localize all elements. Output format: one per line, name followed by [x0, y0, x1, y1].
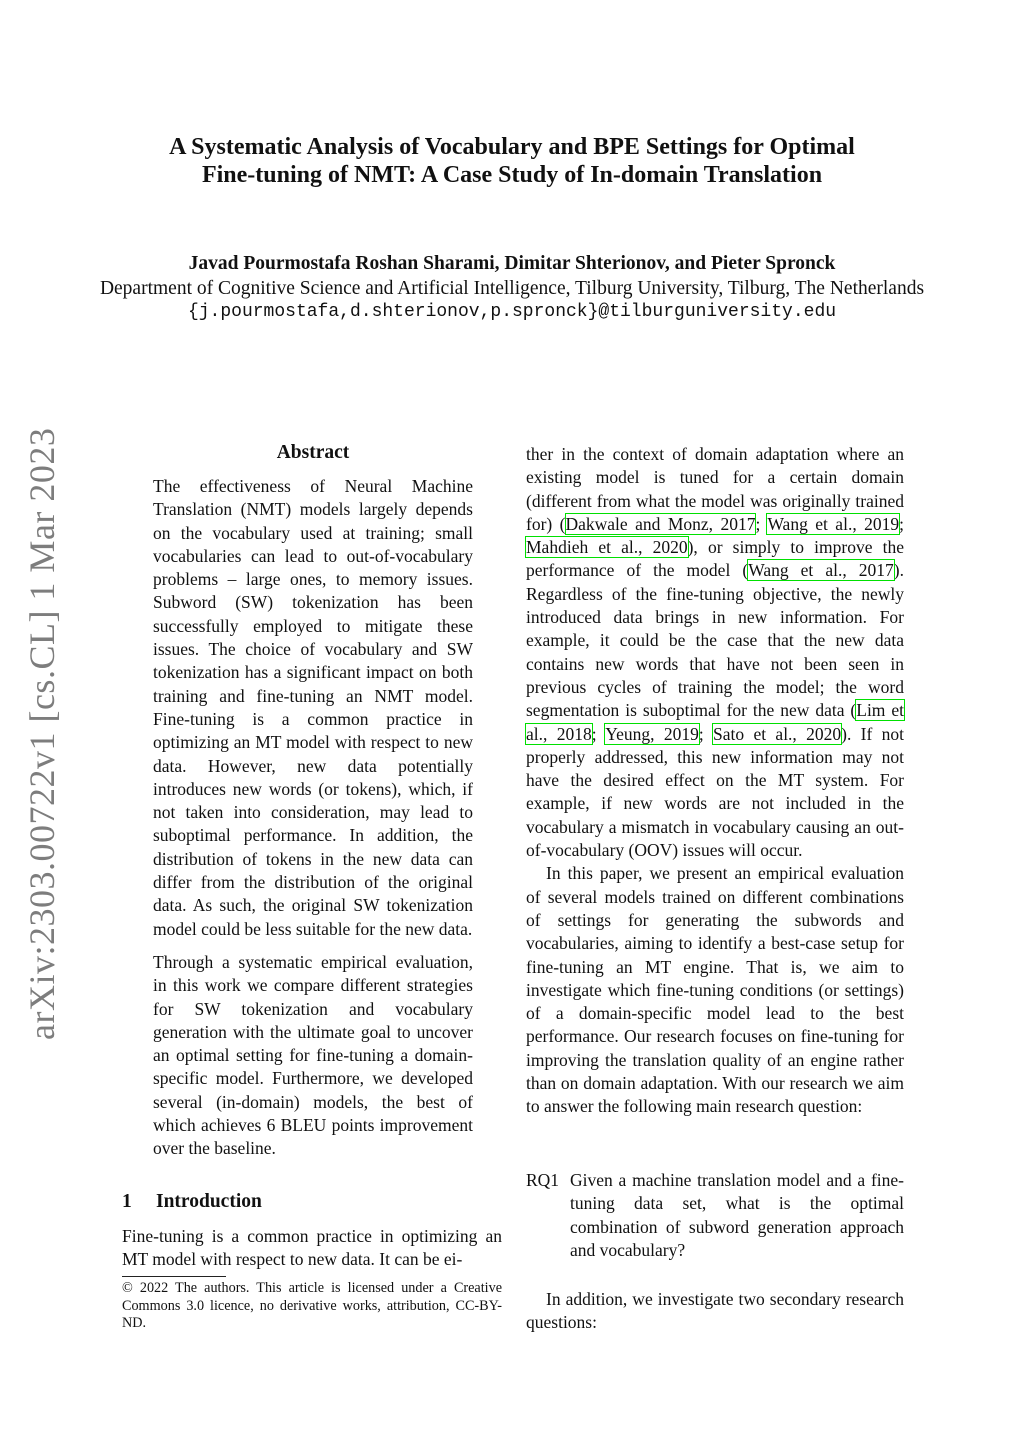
- citation-link[interactable]: Sato et al., 2020: [713, 723, 842, 744]
- citation-link[interactable]: Lim et al., 2018: [526, 700, 904, 744]
- paper-title: [112, 133, 912, 189]
- right-paragraph-3: In addition, we investigate two secondary research questions:: [526, 1289, 904, 1333]
- right-column-body: [526, 443, 904, 1119]
- footnote-rule: [122, 1276, 226, 1277]
- section-heading-introduction: [122, 1190, 502, 1214]
- abstract-heading: Abstract: [276, 442, 350, 463]
- section-title: Introduction: [156, 1191, 262, 1212]
- citation-link[interactable]: Wang et al., 2019: [767, 513, 900, 534]
- abstract-body: [153, 475, 473, 1161]
- right-paragraph-2: In this paper, we present an empirical evaluation of several models trained on different combinations of settings for generating the subwords and vocabularies, aiming to identify a best-case setup for fine-tuning an MT engine. That is, we aim to investigate which fine-tuning conditions (or settings) of a domain-specific model lead to the best performance. Our research focuses on fine-tuning for improving the translation quality of an engine rather than on domain adaptation. With our research we aim to answer the following main research question:: [526, 863, 904, 1117]
- citation-link[interactable]: Mahdieh et al., 2020: [526, 537, 688, 558]
- author-emails: {j.pourmostafa,d.shterionov,p.spronck}@tilburguniversity.edu: [187, 302, 837, 322]
- intro-body: [122, 1225, 502, 1272]
- affiliation: Department of Cognitive Science and Artificial Intelligence, Tilburg University, Tilburg, The Netherlands: [99, 278, 925, 299]
- research-question-1: [526, 1169, 904, 1262]
- title-line-1: A Systematic Analysis of Vocabulary and BPE Settings for Optimal: [169, 134, 855, 160]
- authors: Javad Pourmostafa Roshan Sharami, Dimitar Shterionov, and Pieter Spronck: [188, 253, 836, 274]
- title-line-2: Fine-tuning of NMT: A Case Study of In-domain Translation: [201, 162, 823, 188]
- citation-link[interactable]: Yeung, 2019: [605, 723, 699, 744]
- citation-link[interactable]: Dakwale and Monz, 2017: [565, 513, 756, 534]
- rq-label: RQ1: [526, 1170, 560, 1190]
- section-number: 1: [122, 1191, 132, 1212]
- citation-link[interactable]: Wang et al., 2017: [748, 560, 894, 581]
- arxiv-stamp: arXiv:2303.00722v1 [cs.CL] 1 Mar 2023: [22, 427, 62, 1040]
- copyright-footnote: © 2022 The authors. This article is licensed under a Creative Commons 3.0 licence, no derivative works, attribution, CC-BY-ND.: [122, 1280, 502, 1331]
- right-paragraph-1: ther in the context of domain adaptation where an existing model is tuned for a certain domain (different from what the model was originally trained for) (Dakwale and Monz, 2017; Wang et al., 2019; Mahdieh et al., 2020), or simply to improve the performance of the model (Wang et al., 2017). Regardless of the fine-tuning objective, the newly introduced data brings in new information. For example, it could be the case that the new data contains new words that have not been seen in previous cycles of training the model; the word segmentation is suboptimal for the new data (Lim et al., 2018; Yeung, 2019; Sato et al., 2020). If not properly addressed, this new information may not have the desired effect on the MT system. For example, if new words are not included in the vocabulary a mismatch in vocabulary causing an out-of-vocabulary (OOV) issues will occur.: [526, 444, 904, 861]
- intro-paragraph-1: Fine-tuning is a common practice in optimizing an MT model with respect to new data. It can be ei-: [122, 1226, 502, 1270]
- rq-text: Given a machine translation model and a fine-tuning data set, what is the optimal combination of subword generation approach and vocabulary?: [570, 1170, 904, 1260]
- abstract-paragraph-1: The effectiveness of Neural Machine Translation (NMT) models largely depends on the vocabulary used at training; small vocabularies can lead to out-of-vocabulary problems – large ones, to memory issues. Subword (SW) tokenization has been successfully employed to mitigate these issues. The choice of vocabulary and SW tokenization has a significant impact on both training and fine-tuning an NMT model. Fine-tuning is a common practice in optimizing an MT model with respect to new data. However, new data potentially introduces new words (or tokens), which, if not taken into consideration, may lead to suboptimal performance. In addition, the distribution of tokens in the new data can differ from the distribution of the original data. As such, the original SW tokenization model could be less suitable for the new data.: [153, 476, 473, 939]
- abstract-paragraph-2: Through a systematic empirical evaluation, in this work we compare different strategies for SW tokenization and vocabulary generation with the ultimate goal to uncover an optimal setting for fine-tuning a domain-specific model. Furthermore, we developed several (in-domain) models, the best of which achieves 6 BLEU points improvement over the baseline.: [153, 951, 473, 1159]
